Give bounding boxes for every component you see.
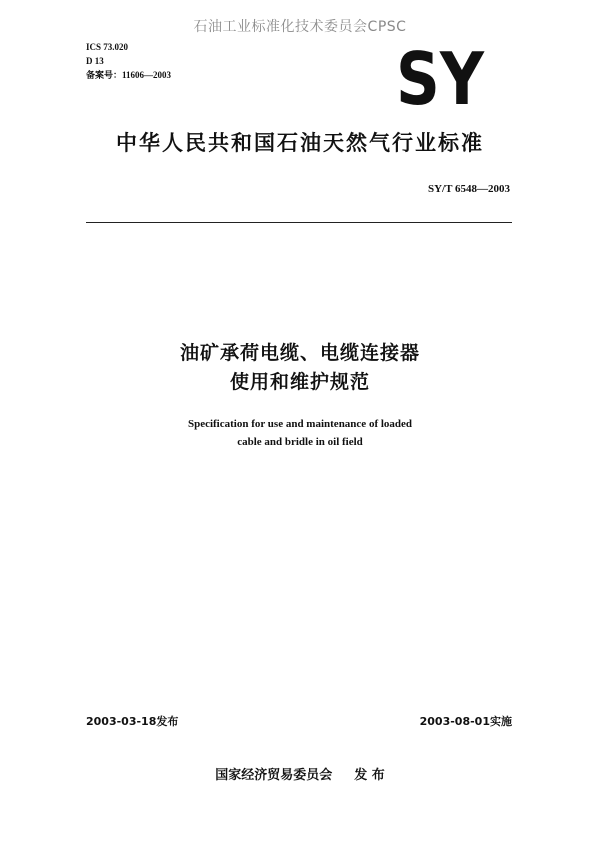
header-divider bbox=[86, 222, 512, 223]
title-en-line-2: cable and bridle in oil field bbox=[237, 436, 363, 448]
issuer-line bbox=[0, 764, 600, 783]
filing-number: 备案号：11606—2003 bbox=[86, 70, 172, 80]
sy-logo bbox=[394, 37, 486, 121]
effective-date: 2003-08-01实施 bbox=[419, 715, 512, 728]
classification-code: D 13 bbox=[86, 56, 104, 66]
watermark: 石油工业标准化技术委员会CPSC bbox=[193, 19, 407, 35]
issuer-action: 发 布 bbox=[354, 768, 385, 783]
logo-text: SY bbox=[396, 37, 485, 121]
issuer: 国家经济贸易委员会 bbox=[215, 768, 333, 783]
title-cn-line-1: 油矿承荷电缆、电缆连接器 bbox=[179, 342, 420, 364]
issue-date: 2003-03-18发布 bbox=[86, 715, 179, 728]
ics-code: ICS 73.020 bbox=[86, 42, 129, 52]
title-en-line-1: Specification for use and maintenance of loaded bbox=[187, 418, 413, 430]
title-cn-line-2: 使用和维护规范 bbox=[229, 371, 370, 393]
standard-number: SY/T 6548—2003 bbox=[427, 183, 510, 195]
org-title: 中华人民共和国石油天然气行业标准 bbox=[116, 131, 484, 155]
